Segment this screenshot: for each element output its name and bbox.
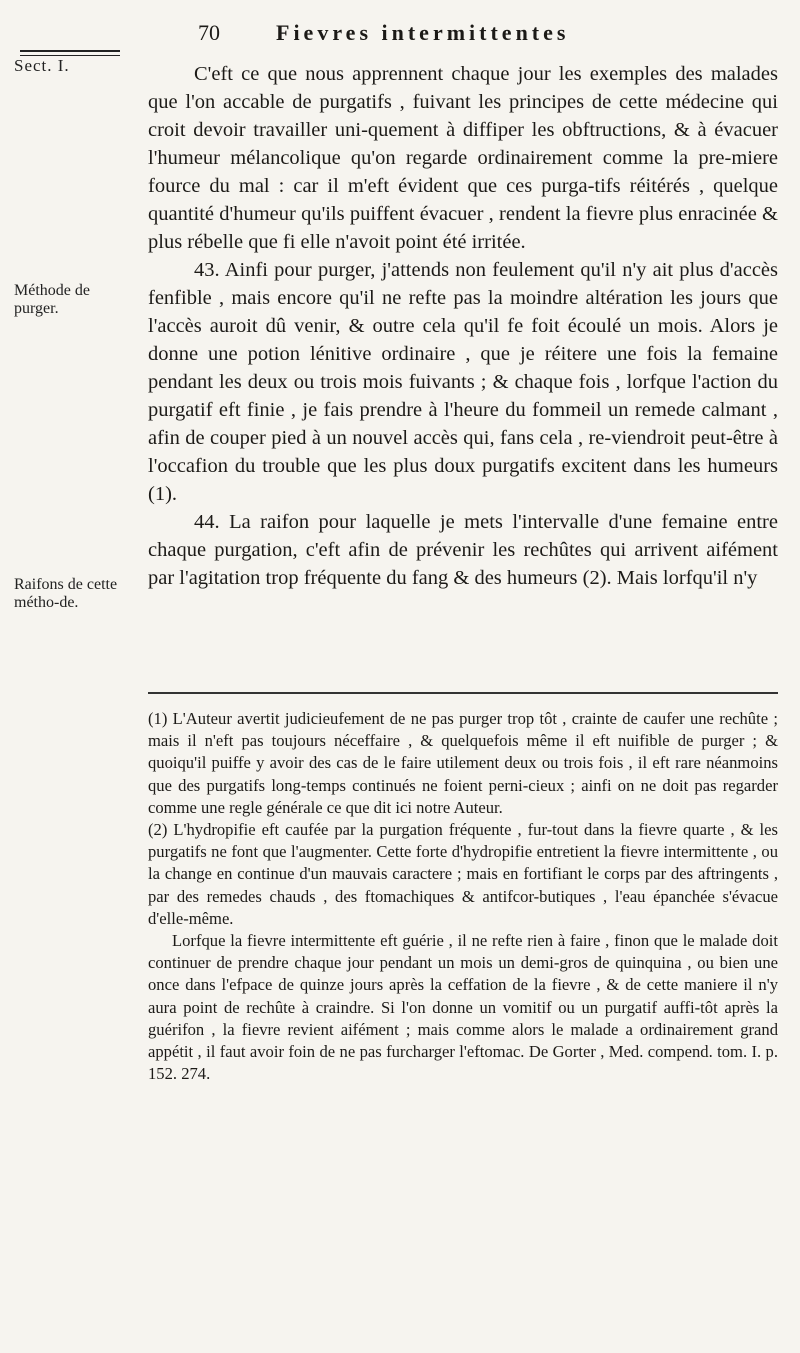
footnote-2-continued: Lorfque la fievre intermittente eft guérie , il ne refte rien à faire , finon que le malade doit continuer de prendre chaque jour pendant un mois un demi-gros de quinquina , ou bien une once dans l'efpace de quinze jours après la ceffation de la fievre , & de cette maniere il n'y aura point de rechûte à craindre. Si l'on donne un vomitif ou un purgatif auffi-tôt après la guérifon , la fievre revient aifément ; mais comme alors le malade a ordinairement grand appétit , il faut avoir foin de ne pas furcharger l'eftomac. De Gorter , Med. compend. tom. I. p. 152. 274. [148,931,778,1084]
running-title: Fievres intermittentes [276,20,570,45]
margin-note-method: Méthode de purger. [14,282,90,317]
footnotes [148,708,778,1085]
footnote-1: (1) L'Auteur avertit judicieufement de ne pas purger trop tôt , crainte de caufer une rechûte ; mais il n'eft pas toujours néceffaire , & quelquefois même il eft nuifible de purger ; & quoiqu'il puiffe y avoir des cas de le faire utilement deux ou trois fois , il eft rare néanmoins que des purgatifs long-temps continués ne foient perni-cieux ; ainfi on ne doit pas regarder comme une regle générale ce que dit ici notre Auteur. [148,709,778,817]
margin-note-reasons: Raifons de cette métho-de. [14,576,118,611]
header-rule [20,50,120,52]
paragraph-43: 43. Ainfi pour purger, j'attends non feulement qu'il n'y ait plus d'accès fenfible , mais encore qu'il ne refte pas la moindre altération les jours que l'accès auroit dû venir, & outre cela qu'il fe foit écoulé un mois. Alors je donne une potion lénitive ordinaire , que je réitere une fois la femaine pendant les deux ou trois mois fuivants ; & chaque fois , lorfque l'action du purgatif eft finie , je fais prendre à l'heure du fommeil un remede calmant , afin de couper pied à un nouvel accès qui, fans cela , re-viendroit peut-être à l'occafion du trouble que les plus doux purgatifs excitent dans les humeurs (1). [148,259,778,505]
paragraph-42: C'eft ce que nous apprennent chaque jour les exemples des malades que l'on accable de purgatifs , fuivant les principes de cette médecine qui croit devoir travailler uni-quement à diffiper les obftructions, & à évacuer l'humeur mélancolique qu'on regarde ordinairement comme la pre-miere fource du mal : car il m'eft évident que ces purga-tifs réitérés , quelque quantité d'humeur qu'ils puiffent évacuer , rendent la fievre plus enracinée & plus rébelle que fi elle n'avoit point été irritée. [148,63,778,253]
main-text [148,60,778,592]
footnote-2: (2) L'hydropifie eft caufée par la purgation fréquente , fur-tout dans la fievre quarte , & les purgatifs ne font que l'augmenter. Cette forte d'hydropifie entretient la fievre intermittente , ou la change en continue d'un mauvais caractere ; mais en fortifiant le corps par des aftringents , par des remedes chauds , des ftomachiques & antifcor-butiques , l'eau épanchée s'évacue d'elle-même. [148,820,778,928]
page-number: 70 [198,20,220,45]
footnote-divider [148,692,778,694]
running-header [198,16,758,46]
section-marker: Sect. I. [14,56,70,75]
paragraph-44: 44. La raifon pour laquelle je mets l'intervalle d'une femaine entre chaque purgation, c'eft afin de prévenir les rechûtes qui arrivent aifément par l'agitation trop fréquente du fang & des humeurs (2). Mais lorfqu'il n'y [148,511,778,589]
